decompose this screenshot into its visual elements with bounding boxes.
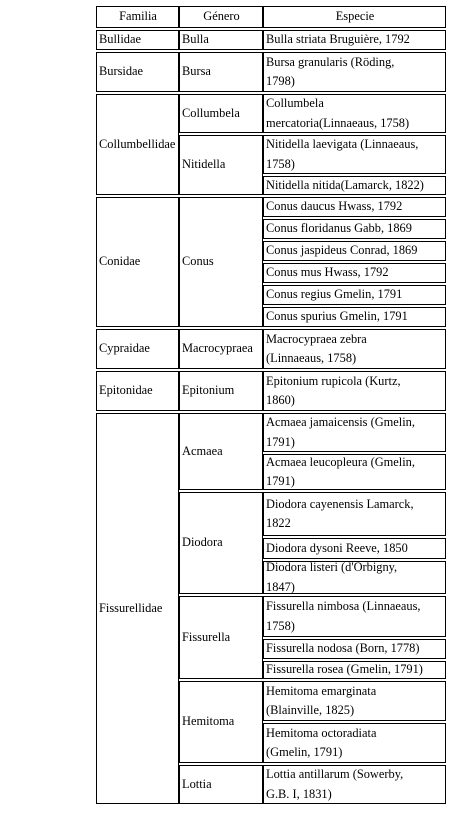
genero-cell: Lottia bbox=[179, 765, 263, 804]
especie-cell: Lottia antillarum (Sowerby, G.B. I, 1831) bbox=[263, 765, 446, 804]
especie-cell: Nitidella nitida(Lamarck, 1822) bbox=[263, 176, 446, 195]
especie-cell: Conus daucus Hwass, 1792 bbox=[263, 197, 446, 217]
especie-cell: Bulla striata Bruguière, 1792 bbox=[263, 30, 446, 50]
species-table bbox=[96, 6, 446, 804]
especie-cell: Fissurella rosea (Gmelin, 1791) bbox=[263, 661, 446, 679]
genero-cell: Diodora bbox=[179, 492, 263, 594]
especie-cell: Acmaea jamaicensis (Gmelin, 1791) bbox=[263, 413, 446, 452]
especie-cell: Conus regius Gmelin, 1791 bbox=[263, 285, 446, 305]
header-familia: Familia bbox=[96, 6, 179, 28]
especie-cell: Conus jaspideus Conrad, 1869 bbox=[263, 241, 446, 261]
header-genero: Género bbox=[179, 6, 263, 28]
especie-cell: Macrocypraea zebra (Linnaeaus, 1758) bbox=[263, 329, 446, 369]
especie-cell: Epitonium rupicola (Kurtz, 1860) bbox=[263, 371, 446, 411]
especie-cell: Fissurella nimbosa (Linnaeaus, 1758) bbox=[263, 596, 446, 637]
especie-cell: Diodora cayenensis Lamarck, 1822 bbox=[263, 492, 446, 536]
genero-cell: Macrocypraea bbox=[179, 329, 263, 369]
familia-cell: Epitonidae bbox=[96, 371, 179, 411]
genero-cell: Fissurella bbox=[179, 596, 263, 679]
especie-cell: Diodora listeri (d'Orbigny, 1847) bbox=[263, 561, 446, 594]
genero-cell: Bursa bbox=[179, 52, 263, 92]
genero-cell: Nitidella bbox=[179, 135, 263, 195]
especie-cell: Fissurella nodosa (Born, 1778) bbox=[263, 639, 446, 659]
especie-cell: Diodora dysoni Reeve, 1850 bbox=[263, 538, 446, 559]
especie-cell: Acmaea leucopleura (Gmelin, 1791) bbox=[263, 454, 446, 490]
especie-cell: Nitidella laevigata (Linnaeaus, 1758) bbox=[263, 135, 446, 174]
familia-cell: Bullidae bbox=[96, 30, 179, 50]
familia-cell: Cypraidae bbox=[96, 329, 179, 369]
familia-cell: Bursidae bbox=[96, 52, 179, 92]
especie-cell: Hemitoma octoradiata (Gmelin, 1791) bbox=[263, 723, 446, 763]
familia-cell: Collumbellidae bbox=[96, 94, 179, 195]
especie-cell: Bursa granularis (Röding, 1798) bbox=[263, 52, 446, 92]
especie-cell: Conus mus Hwass, 1792 bbox=[263, 263, 446, 283]
genero-cell: Hemitoma bbox=[179, 681, 263, 763]
familia-cell: Fissurellidae bbox=[96, 413, 179, 804]
genero-cell: Acmaea bbox=[179, 413, 263, 490]
especie-cell: Collumbela mercatoria(Linnaeaus, 1758) bbox=[263, 94, 446, 133]
genero-cell: Epitonium bbox=[179, 371, 263, 411]
genero-cell: Bulla bbox=[179, 30, 263, 50]
header-especie: Especie bbox=[263, 6, 446, 28]
genero-cell: Collumbela bbox=[179, 94, 263, 133]
genero-cell: Conus bbox=[179, 197, 263, 327]
familia-cell: Conidae bbox=[96, 197, 179, 327]
especie-cell: Conus floridanus Gabb, 1869 bbox=[263, 219, 446, 239]
especie-cell: Conus spurius Gmelin, 1791 bbox=[263, 307, 446, 327]
especie-cell: Hemitoma emarginata (Blainville, 1825) bbox=[263, 681, 446, 721]
